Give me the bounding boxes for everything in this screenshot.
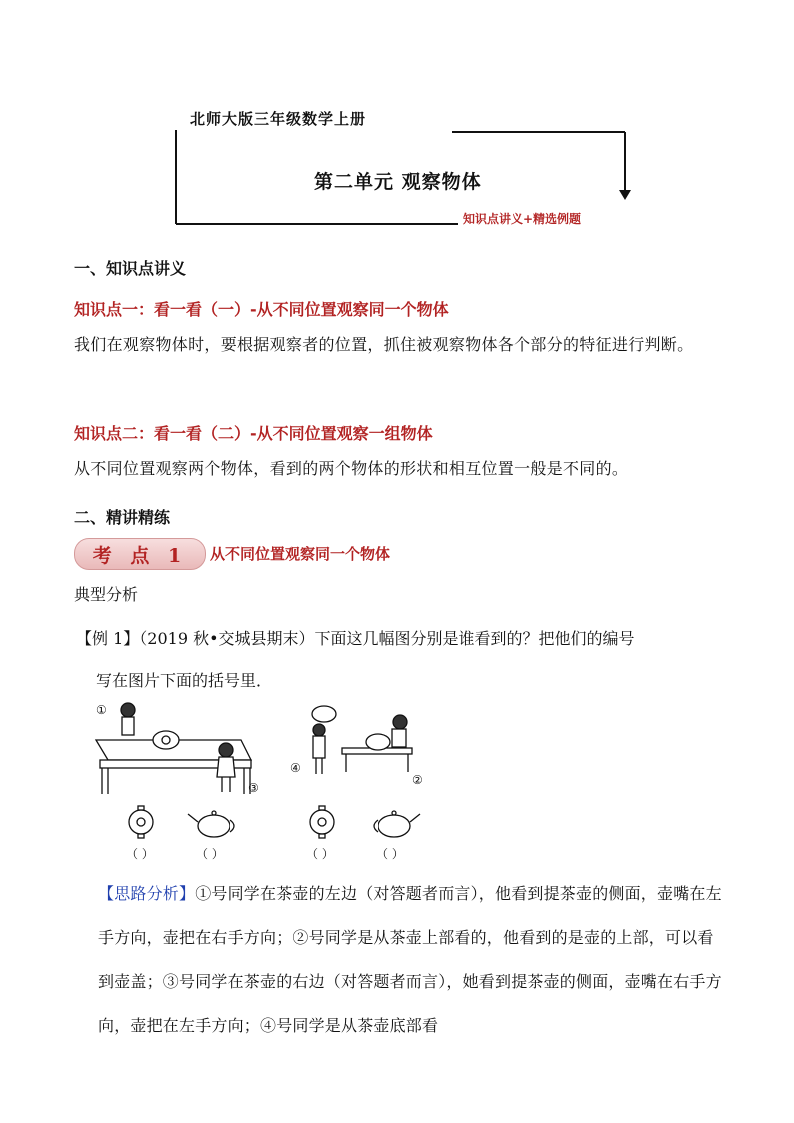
knowledge-point-1-title: 知识点一：看一看（一）-从不同位置观察同一个物体 [74,300,449,319]
marker-2: ② [412,773,423,787]
header-subtitle: 知识点讲义+精选例题 [463,212,582,226]
example-text-1: （2019 秋•交城县期末）下面这几幅图分别是谁看到的？把他们的编号 [139,629,635,648]
header-frame [0,0,794,240]
book-title: 北师大版三年级数学上册 [190,110,367,128]
knowledge-point-1-body: 我们在观察物体时，要根据观察者的位置，抓住被观察物体各个部分的特征进行判断。 [74,335,694,354]
thinking-label: 【思路分析】 [98,884,196,903]
thinking-text: ①号同学在茶壶的左边（对答题者而言），他看到提茶壶的侧面，壶嘴在左手方向，壶把在右手方向；②号同学是从茶壶上部看的，他看到的是壶的上部，可以看到壶盖；③号同学在茶壶的右边（对答题者而言），她看到提茶壶的侧面，壶嘴在右手方向，壶把在左手方向；④号同学是从茶壶底部看 [98,884,722,1035]
topic-badge-text: 从不同位置观察同一个物体 [210,545,391,563]
analysis-label: 典型分析 [74,585,139,604]
teapot-view-side-right [374,811,420,837]
marker-3: ③ [248,781,259,795]
knowledge-point-2-title: 知识点二：看一看（二）-从不同位置观察一组物体 [74,424,433,443]
answer-blank-1: （ ） [126,847,154,861]
example-line-2: 写在图片下面的括号里． [96,671,273,690]
example-line-1 [76,626,635,649]
teapot-view-side-left [188,811,234,837]
marker-4: ④ [290,761,301,775]
table-scene [96,703,251,794]
example-tag: 【例 1】 [76,629,140,648]
bench-scene [312,706,412,774]
marker-1: ① [96,703,107,717]
teapot-view-top [129,806,153,838]
thinking-analysis [98,872,726,1048]
teapot-view-bottom [310,806,334,838]
knowledge-point-2-body: 从不同位置观察两个物体，看到的两个物体的形状和相互位置一般是不同的。 [74,459,629,478]
teapot-figure [86,702,446,864]
unit-title: 第二单元 观察物体 [314,171,482,193]
topic-badge-label: 考 点 1 [92,544,188,567]
answer-blank-2: （ ） [196,847,224,861]
topic-badge [74,538,206,570]
section-heading-2: 二、精讲精练 [74,508,171,527]
section-heading-1: 一、知识点讲义 [74,259,187,278]
answer-blank-4: （ ） [376,847,404,861]
answer-blank-3: （ ） [306,847,334,861]
